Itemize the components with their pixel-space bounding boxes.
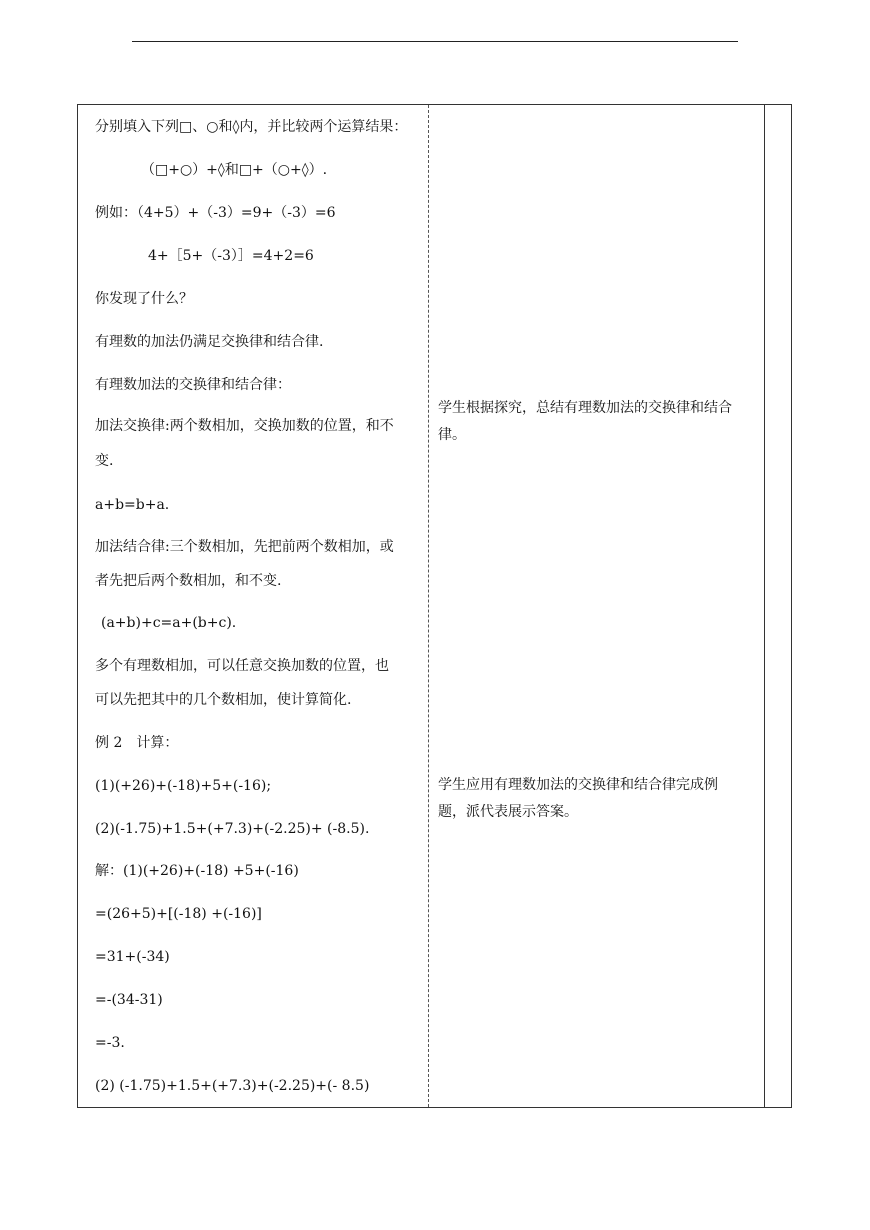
lesson-table [77,104,792,1108]
content-line-associative-law-cont: 者先把后两个数相加，和不变. [95,573,282,589]
content-line-solution-step-3: =-(34-31) [95,992,163,1008]
content-line-question: 你发现了什么？ [95,291,193,307]
student-activity-note-1 [438,395,758,449]
content-line-commutative-law-cont: 变. [95,453,114,469]
content-line-example-heading: 例 2 计算： [95,735,179,751]
header-rule [132,41,738,42]
content-line-example: 例如：（4+5）+（-3）=9+（-3）=6 [95,205,336,221]
content-line-instruction: 分别填入下列□、○和◊内，并比较两个运算结果： [95,119,408,135]
content-line-associative-law: 加法结合律:三个数相加，先把前两个数相加，或 [95,539,394,555]
content-line-solution-1: 解：(1)(+26)+(-18) +5+(-16) [95,863,299,879]
content-line-multi-add-cont: 可以先把其中的几个数相加，使计算简化. [95,692,352,708]
content-line-expression: （□+○）+◊和□+（○+◊）. [141,162,328,178]
content-line-problem-1: (1)(+26)+(-18)+5+(-16); [95,778,272,794]
content-line-conclusion: 有理数的加法仍满足交换律和结合律. [95,334,324,350]
student-activity-note-2 [438,772,758,826]
content-line-multi-add: 多个有理数相加，可以任意交换加数的位置，也 [95,658,389,674]
content-line-associative-formula: (a+b)+c=a+(b+c). [101,615,237,631]
content-line-commutative-law: 加法交换律:两个数相加，交换加数的位置，和不 [95,418,394,434]
content-line-solution-step-2: =31+(-34) [95,949,170,965]
student-activity-note-2-line-2: 题，派代表展示答案。 [438,804,578,820]
student-activity-note-1-line-2: 律。 [438,427,466,443]
student-activity-note-1-line-1: 学生根据探究，总结有理数加法的交换律和结合 [438,400,732,416]
content-line-example-2: 4+［5+（-3）］=4+2=6 [148,248,314,264]
content-line-commutative-formula: a+b=b+a. [95,497,170,513]
content-line-solution-result: =-3. [95,1035,125,1051]
content-line-solution-step-1: =(26+5)+[(-18) +(-16)] [95,906,262,922]
column-divider-solid [764,105,765,1107]
column-divider-dashed [428,105,429,1107]
content-line-laws-heading: 有理数加法的交换律和结合律： [95,377,291,393]
content-line-solution-2: (2) (-1.75)+1.5+(+7.3)+(-2.25)+(- 8.5) [95,1078,370,1094]
student-activity-note-2-line-1: 学生应用有理数加法的交换律和结合律完成例 [438,777,718,793]
content-line-problem-2: (2)(-1.75)+1.5+(+7.3)+(-2.25)+ (-8.5). [95,821,370,837]
